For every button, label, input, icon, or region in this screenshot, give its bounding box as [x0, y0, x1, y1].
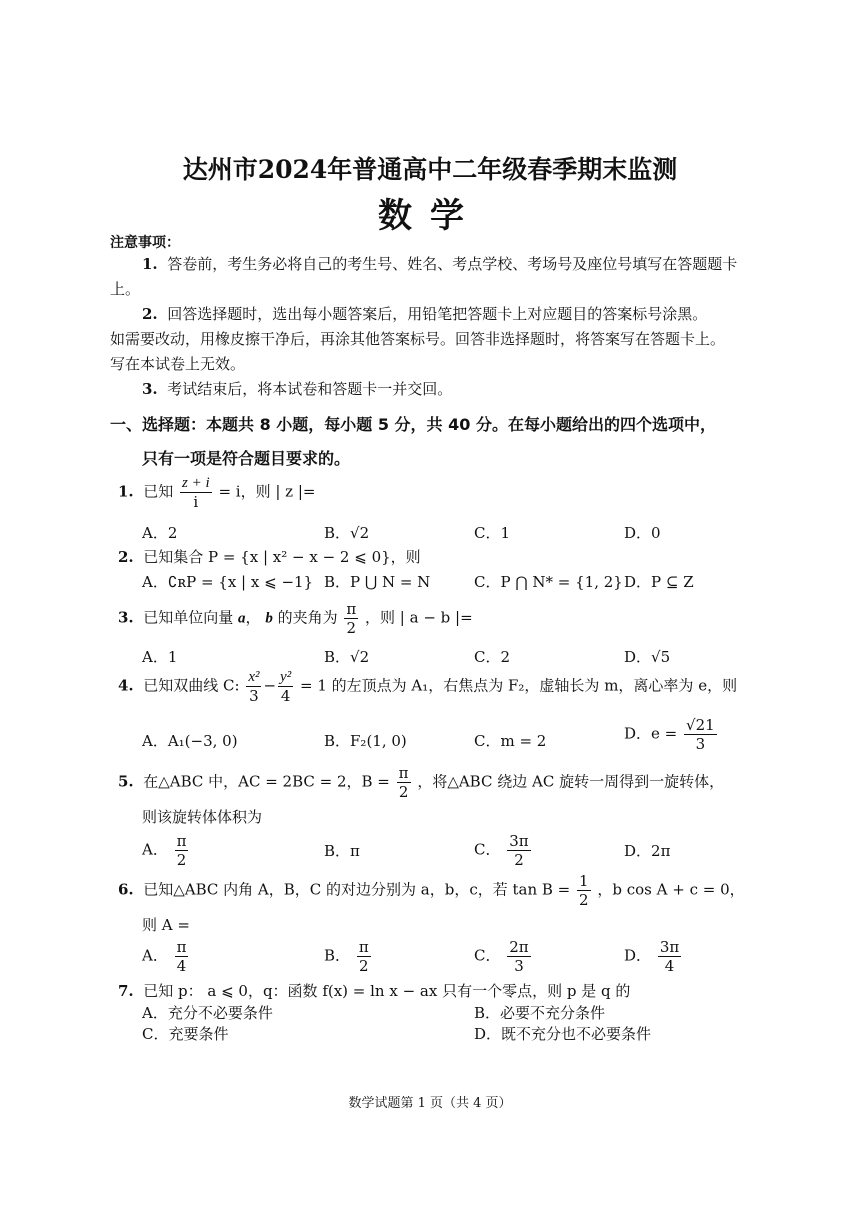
option-a: A．充分不必要条件: [142, 1004, 273, 1022]
section-heading-line1: 一、选择题：本题共 8 小题，每小题 5 分，共 40 分。在每小题给出的四个选项中，: [110, 415, 716, 434]
fraction-denominator: 2: [358, 957, 369, 975]
option-a: A．2: [142, 524, 178, 542]
fraction-numerator: 1: [579, 872, 589, 890]
option-b: B．√2: [324, 648, 370, 666]
option-a: [142, 832, 190, 869]
fraction-denominator: 4: [664, 957, 675, 975]
subject-title: 数学: [378, 196, 482, 236]
question-text: ，b cos A + c = 0，: [597, 880, 745, 899]
fraction-numerator: π: [176, 832, 187, 850]
question-text: 已知 p： a ⩽ 0，q：函数 f(x) = ln x − ax 只有一个零点，则 p 是 q 的: [143, 982, 631, 1000]
fraction: [684, 716, 717, 753]
fraction: [180, 474, 212, 511]
fraction-denominator: 2: [579, 891, 589, 909]
fraction-denominator: 3: [249, 687, 259, 705]
question-number: 5.: [118, 772, 134, 791]
fraction: [357, 938, 371, 975]
question-number: 6.: [118, 880, 134, 899]
fraction-numerator: π: [176, 938, 187, 956]
option-d: D．0: [624, 524, 661, 542]
notice-item-3-num: 3.: [142, 380, 158, 398]
question-7: [118, 980, 630, 1001]
fraction-numerator: π: [398, 764, 409, 782]
fraction: [658, 938, 681, 975]
option-b: [324, 938, 373, 975]
fraction: [397, 764, 411, 801]
option-d: [624, 716, 719, 753]
option-label: A．: [142, 840, 168, 859]
question-text: ，将△ABC 绕边 AC 旋转一周得到一旋转体，: [417, 772, 725, 791]
option-d: D．P ⊆ Z: [624, 573, 694, 591]
question-5-cont: 则该旋转体体积为: [142, 808, 263, 826]
question-text: = 1 的左顶点为 A₁，右焦点为 F₂，虚轴长为 m，离心率为 e，则: [299, 676, 738, 695]
option-c: C．2: [474, 648, 511, 666]
fraction-denominator: 4: [176, 957, 187, 975]
fraction-numerator: 3π: [659, 938, 680, 956]
option-d: D．既不充分也不必要条件: [474, 1025, 652, 1043]
question-text: 已知: [143, 482, 174, 501]
fraction: [577, 872, 591, 909]
fraction: [175, 938, 189, 975]
notice-block: [110, 252, 760, 402]
page-footer: 数学试题第 1 页（共 4 页）: [348, 1096, 512, 1111]
fraction: [344, 600, 358, 637]
vector-b: b: [265, 610, 273, 627]
fraction-numerator: 3π: [509, 832, 529, 850]
fraction: [175, 832, 189, 869]
fraction-denominator: i: [193, 493, 199, 511]
option-a: A．1: [142, 648, 178, 666]
section-heading-line2: 只有一项是符合题目要求的。: [142, 449, 351, 468]
fraction-denominator: 2: [346, 619, 357, 637]
question-6-cont: 则 A =: [142, 916, 190, 934]
option-b: B．F₂(1, 0): [324, 732, 407, 750]
notice-item-2-num: 2.: [142, 305, 158, 323]
fraction: [246, 668, 261, 705]
question-number: 7.: [118, 982, 134, 1000]
notice-item-3-text: 考试结束后，将本试卷和答题卡一并交回。: [167, 380, 453, 398]
exam-title: 达州市2024年普通高中二年级春季期末监测: [182, 155, 678, 184]
notice-item-1-text: 答卷前，考生务必将自己的考生号、姓名、考点学校、考场号及座位号填写在答题题卡: [167, 255, 738, 273]
option-c: [474, 938, 533, 975]
fraction-numerator: z + i: [182, 475, 210, 491]
question-text: = i，则 | z |=: [218, 482, 316, 501]
option-c: C．1: [474, 524, 511, 542]
option-b: B．π: [324, 842, 360, 860]
option-b: B．P ⋃ N = N: [324, 573, 431, 591]
option-c: [474, 832, 533, 869]
question-1: [118, 474, 315, 511]
option-label: C．: [474, 946, 501, 965]
fraction-numerator: π: [358, 938, 369, 956]
fraction: [278, 668, 293, 705]
question-5: [118, 764, 724, 801]
option-b: B．必要不充分条件: [474, 1004, 606, 1022]
fraction-denominator: 2: [176, 851, 187, 869]
question-6: [118, 872, 745, 909]
fraction-denominator: 2: [398, 783, 409, 801]
option-c: C．P ⋂ N* = {1, 2}: [474, 573, 623, 591]
fraction-denominator: 2: [514, 851, 524, 869]
question-text: 在△ABC 中，AC = 2BC = 2，B =: [143, 772, 390, 791]
notice-heading: 注意事项：: [110, 235, 180, 251]
question-number: 2.: [118, 548, 134, 566]
fraction-numerator: 2π: [509, 938, 529, 956]
option-label: D．: [624, 946, 652, 965]
option-label: D．e =: [624, 724, 678, 743]
option-b: B．√2: [324, 524, 370, 542]
notice-item-2-text: 回答选择题时，选出每小题答案后，用铅笔把答题卡上对应题目的答案标号涂黑。: [167, 305, 708, 323]
option-c: C．m = 2: [474, 732, 547, 750]
fraction: [507, 832, 530, 869]
notice-item-2-cont: 如需要改动，用橡皮擦干净后，再涂其他答案标号。回答非选择题时，将答案写在答题卡上。: [110, 330, 726, 348]
question-text: ，则 | a − b |=: [365, 608, 473, 627]
question-text: 已知单位向量: [143, 608, 234, 627]
question-text: 的夹角为: [277, 608, 338, 627]
option-d: D．√5: [624, 648, 671, 666]
option-a: [142, 938, 190, 975]
question-number: 3.: [118, 608, 134, 627]
question-number: 1.: [118, 482, 134, 501]
minus-sign: −: [263, 676, 277, 695]
question-text: 已知集合 P = {x | x² − x − 2 ⩽ 0}，则: [143, 548, 421, 566]
question-4: [118, 668, 737, 705]
question-text: ，: [245, 608, 261, 627]
fraction-denominator: 4: [280, 687, 291, 705]
fraction-numerator: π: [346, 600, 357, 618]
fraction-numerator: y²: [280, 669, 292, 685]
question-text: 已知△ABC 内角 A，B，C 的对边分别为 a，b，c，若 tan B =: [143, 880, 571, 899]
option-label: A．: [142, 946, 168, 965]
fraction-denominator: 3: [695, 735, 706, 753]
option-d: [624, 938, 683, 975]
question-3: [118, 600, 473, 637]
option-label: C．: [474, 840, 501, 859]
fraction-numerator: x²: [248, 669, 260, 685]
notice-item-1-cont: 上。: [110, 280, 141, 298]
question-number: 4.: [118, 676, 134, 695]
option-label: B．: [324, 946, 351, 965]
option-a: A．A₁(−3, 0): [142, 732, 238, 750]
fraction: [507, 938, 530, 975]
fraction-numerator: √21: [686, 716, 715, 734]
notice-item-2-cont2: 写在本试卷上无效。: [110, 355, 246, 373]
vector-a: a: [238, 610, 246, 627]
fraction-denominator: 3: [514, 957, 524, 975]
question-text: 已知双曲线 C:: [143, 676, 240, 695]
option-d: D．2π: [624, 842, 671, 860]
notice-item-1-num: 1.: [142, 255, 158, 273]
question-2: [118, 546, 421, 567]
option-a: A．∁ʀP = {x | x ⩽ −1}: [142, 573, 314, 591]
option-c: C．充要条件: [142, 1025, 229, 1043]
